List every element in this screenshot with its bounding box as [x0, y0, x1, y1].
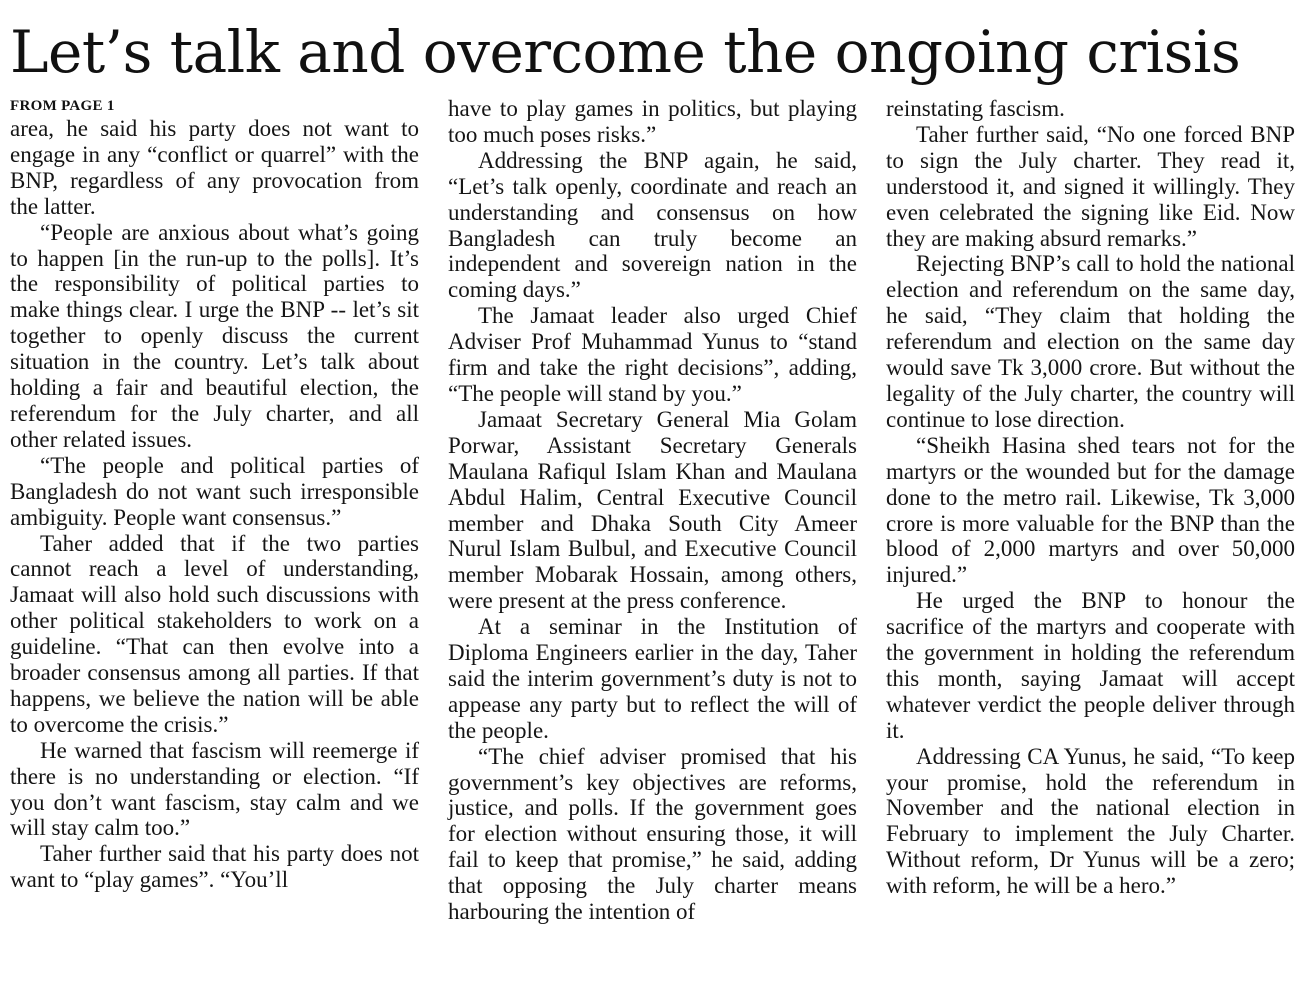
paragraph: “The chief adviser promised that his government’s key objectives are reforms, justice, and polls. If the government goes for election without ensuring those, it will fail to keep that promise,” he said, adding that opposing the July charter means harbouring the intention of — [448, 743, 857, 925]
paragraph: Addressing the BNP again, he said, “Let’s talk openly, coordinate and reach an understanding and consensus on how Bangladesh can truly become an independent and sovereign nation in the coming days.” — [448, 147, 857, 303]
paragraph: The Jamaat leader also urged Chief Adviser Prof Muhammad Yunus to “stand firm and take the right decisions”, adding, “The people will stand by you.” — [448, 303, 857, 406]
article-column-1 — [10, 96, 419, 893]
paragraph: reinstating fascism. — [886, 96, 1065, 121]
headline: Let’s talk and overcome the ongoing crisis — [10, 18, 1241, 86]
paragraph: Taher further said, “No one forced BNP to sign the July charter. They read it, understood it, and signed it willingly. They even celebrated the signing like Eid. Now they are making absurd remarks.” — [886, 121, 1295, 251]
continuation-kicker: FROM PAGE 1 — [10, 98, 115, 114]
paragraph: He urged the BNP to honour the sacrifice of the martyrs and cooperate with the government in holding the referendum this month, saying Jamaat will accept whatever verdict the people deliver through it. — [886, 588, 1295, 743]
article-column-2 — [448, 96, 857, 925]
paragraph: “The people and political parties of Bangladesh do not want such irresponsible ambiguity. People want consensus.” — [10, 452, 419, 530]
paragraph: Rejecting BNP’s call to hold the national election and referendum on the same day, he said, “They claim that holding the referendum and election on the same day would save Tk 3,000 crore. But without the legality of the July charter, the country will continue to lose direction. — [886, 251, 1295, 432]
article-column-3 — [886, 96, 1295, 899]
paragraph: Jamaat Secretary General Mia Golam Porwar, Assistant Secretary Generals Maulana Rafiqul Islam Khan and Maulana Abdul Halim, Central Executive Council member and Dhaka South City Ameer Nurul Islam Bulbul, and Executive Council member Mobarak Hossain, among others, were present at the press conference. — [448, 406, 857, 614]
paragraph: area, he said his party does not want to engage in any “conflict or quarrel” with the BNP, regardless of any provocation from the latter. — [10, 116, 419, 219]
paragraph: He warned that fascism will reemerge if there is no understanding or election. “If you don’t want fascism, stay calm and we will stay calm too.” — [10, 737, 419, 841]
paragraph: have to play games in politics, but playing too much poses risks.” — [448, 96, 857, 147]
paragraph: “Sheikh Hasina shed tears not for the martyrs or the wounded but for the damage done to the metro rail. Likewise, Tk 3,000 crore is more valuable for the BNP than the blood of 2,000 martyrs and over 50,000 injured.” — [886, 432, 1295, 588]
paragraph: Taher added that if the two parties cannot reach a level of understanding, Jamaat will also hold such discussions with other political stakeholders to work on a guideline. “That can then evolve into a broader consensus among all parties. If that happens, we believe the nation will be able to overcome the crisis.” — [10, 530, 419, 737]
paragraph: “People are anxious about what’s going to happen [in the run-up to the polls]. It’s the responsibility of political parties to make things clear. I urge the BNP -- let’s sit together to openly discuss the current situation in the country. Let’s talk about holding a fair and beautiful election, the referendum for the July charter, and all other related issues. — [10, 219, 419, 452]
paragraph: At a seminar in the Institution of Diploma Engineers earlier in the day, Taher said the interim government’s duty is not to appease any party but to reflect the will of the people. — [448, 614, 857, 743]
paragraph: Taher further said that his party does not want to “play games”. “You’ll — [10, 841, 419, 893]
paragraph: Addressing CA Yunus, he said, “To keep your promise, hold the referendum in November and the national election in February to implement the July Charter. Without reform, Dr Yunus will be a zero; with reform, he will be a hero.” — [886, 743, 1295, 899]
